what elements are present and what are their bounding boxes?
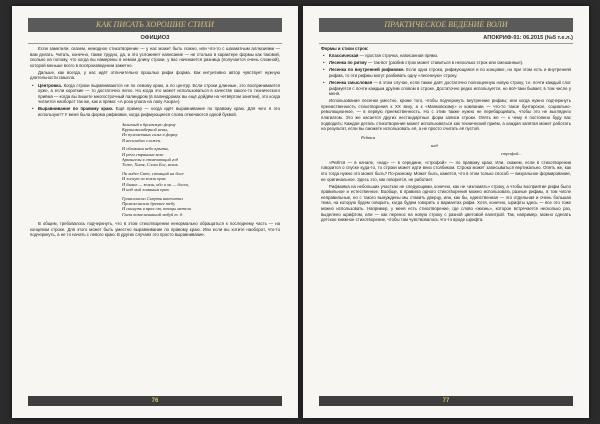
left-bullet-1 xyxy=(30,83,280,105)
right-bullet-1 xyxy=(321,53,571,59)
right-bullet-text: — в этом случае, если также даёт достаточно полноценную новую строку, т.е. почти каждый слог рифмуется с почти каждым другим словом в строке. Достаточно редко используется, но всё-таки бывает, в том числе у меня. xyxy=(329,79,571,97)
right-paragraph-1: Использование лесенки уместно, кроме того, чтобы подчеркнуть внутренние рифмы; или когда нужно подчеркнуть преемственность стихотворения к XX веку, а к «Маяковскому» и компании — что-то такое бунтарское, социально-революционное, — в первую преемственность. Но с этим также нужно не перебарщивать, чтобы это не выглядело плагиатом. Это же касается других нестандартных форм записи строки. Опять же — к чему я постоянно буду вас подводить: Каждая деталь стихотворения может использоваться как технический приём, а каждая запятая может работать на результат, если вы сможете использовать её, а не просто считать её пустой. xyxy=(321,98,571,132)
right-page-number: 77 xyxy=(319,396,573,406)
left-bullet-2-bold: Выравнивание по правому краю. xyxy=(38,106,114,112)
poem-line: Он видел Свет, стоящий на боле xyxy=(122,170,184,176)
ladder-example xyxy=(321,134,571,158)
ladder-line-3: строфой... xyxy=(501,150,522,156)
left-page-number: 76 xyxy=(28,396,282,406)
right-body-text xyxy=(321,46,571,390)
poem-line: И над мой ломаным прах. xyxy=(122,187,170,193)
right-bullet-text: — простая строчка, написанная прямо. xyxy=(358,53,439,59)
poem-line: Провозгласили древнее тебу xyxy=(122,200,176,206)
right-intro: Формы и стихи строк: xyxy=(321,46,369,51)
poem-line: И скинуть в прах от, птицы метели xyxy=(122,206,191,212)
left-bullet-1-bold: Центровка. xyxy=(38,82,62,88)
right-bullet-bold: Классическая xyxy=(329,53,359,59)
right-header-subtitle: АПОКРИФ-91: 06.2015 (№5 т.е.л.) xyxy=(319,34,573,44)
poem-line: И лоскут из земли прах xyxy=(122,176,166,182)
right-bullet-3 xyxy=(321,67,571,78)
left-bullet-2-text: Ещё пример — когда идёт выравнивание по правому краю. Для чего я это используют? У меня была форма рифмовки, когда рифмующиеся слова отмечаются одной буквой. xyxy=(38,106,280,118)
right-bullet-2 xyxy=(321,60,571,66)
poem-line: И бывал — земли, ибо я он — болен, xyxy=(122,181,189,187)
left-paragraph-end: В общем, требовалось подчеркнуть, что в этом стихотворении ненормально обращаться к последнему часть — на концевом строке. Для этого может быть уместно выравнивание по правому краю. Или если вы хотите наоборот, что-то подчеркнуть, а не то начать с левого краю. В других случаях это просто выравнивание. xyxy=(30,221,280,238)
left-bullet-1-text: Когда строки выравниваются не по левому краю, а по центру. Если строки длинные, это воспринимается хуже, а если короткие — то достаточно легко. Но когда это может использоваться в качестве какого-то технического приёма — когда вы пишете многострочный палиндром (в палиндромах вы ещё дойдём на четвёртом занятии), это когда читается наоборот так же, как и прямо: «А роза упала на лапу Азора»). xyxy=(38,82,280,105)
right-paragraph-2: «Рейтся — в начале, «над» — в середине, «строфой» — по правому краю. Или, скажем, если в стихотворении говорится о спуске куда-то, то строки может идти вниз столбиком. Строка может записываться вертикально. Опять же, как кто тогда нужно это может быть? По-разному. Может быть, кажется, что в этом только способ — визуальное формирование, не оригинальное. Здесь это, как говорится, не работает. xyxy=(321,159,571,182)
right-paragraph-3: Рифмовка на небольших участках не следующими, конечно, как не «изломать» строку, а чтобы восприятие рифм было правильное и естественное. Вообще, в правила одного стихотворения можно использовать разные рифмы, в том числе неправильные, но с такого вынуждены мы ставить дверцу, или, как бы, единственная — это отдельная и очень большая тема, на которую будем говорить, когда будем говорить о вариантах рифм. Хотя, конечно, шрифты здесь — все это тоже можно использовать. Например, у меня есть стихотворение, где слово «жизнь», которое встречается несколько раз, выделено шрифтом, или — как перенос на новую строку с разной цветовой палитрой. Так, например, можно сделать детское книжное стихотворение, чтобы там чувствовалось что-то вроде шрифта. xyxy=(321,183,571,223)
poem-line: Залитый в бронзовую форму xyxy=(122,121,176,127)
right-bullet-text: — так-вот (разбив строк может ставиться в несколько строк или смешанные). xyxy=(366,60,524,66)
poem-line: Архангелы в отмечающий год xyxy=(122,157,178,163)
poem xyxy=(122,122,280,218)
left-bullet-2 xyxy=(30,106,280,117)
left-paragraph-1: Если заметили, сказем, немодное стихотворение — у нас может быть ложно, или что-то с шахматным аллюзиями — вам делать. Читать, конечно, также трудно, да, и это усложняет написание — не столько в характере формы как таковой, сколько на потому, что когда вы намерены в немом длину строки, у вас начинается разница (получается очень сложной), которой меньше всего в воспроизведении заметно. xyxy=(30,46,280,68)
right-bullet-4 xyxy=(321,80,571,97)
poem-line: Громогласно Смерть напечатал xyxy=(122,195,184,201)
poem-line: И речи странные вели xyxy=(122,151,164,157)
poem-line: Глаза возвеличивший любуй т. д. xyxy=(122,211,184,217)
right-header-title: ПРАКТИЧЕСКОЕ ВЕДЕНИЕ ВОЛИ xyxy=(319,18,573,32)
poem-line: Крупнокалиберной вены, xyxy=(122,127,168,133)
left-header-title: КАК ПИСАТЬ ХОРОШИЕ СТИХИ xyxy=(28,18,282,32)
right-page xyxy=(303,6,589,418)
ladder-line-1: Рейтся xyxy=(361,134,376,140)
ladder-line-2: над xyxy=(431,142,438,148)
left-body-text xyxy=(30,46,280,390)
left-page xyxy=(12,6,298,418)
right-bullet-bold: Лесенка смысловая xyxy=(329,79,373,85)
poem-line: И облаками небо крыты, xyxy=(122,146,169,152)
left-header-subtitle: ОФИЦИОЗ xyxy=(28,34,282,44)
poem-line: Тоже, Хотя, Слово Бог, велик. xyxy=(122,162,179,168)
poem-line: Из пулеметных гильз в форму xyxy=(122,132,178,138)
right-bullet-bold: Лесенка по ритму xyxy=(329,60,367,66)
right-bullet-text: Если одна строка, рифмующаяся и по концовке, но при этом есть и внутренняя рифма, то эти рифмы могут разбивать одну «лесенную» строку. xyxy=(329,67,571,78)
poem-line: Я нескладно сложен. xyxy=(122,137,162,143)
left-paragraph-2: Дальше, как всегда, у нас идёт отличительно прошлых рифм форма. Как интуитивно автор чувствует нужную длительности смысла. xyxy=(30,69,280,81)
right-bullet-bold: Лесенка по внутренней рифмовке. xyxy=(329,67,405,73)
